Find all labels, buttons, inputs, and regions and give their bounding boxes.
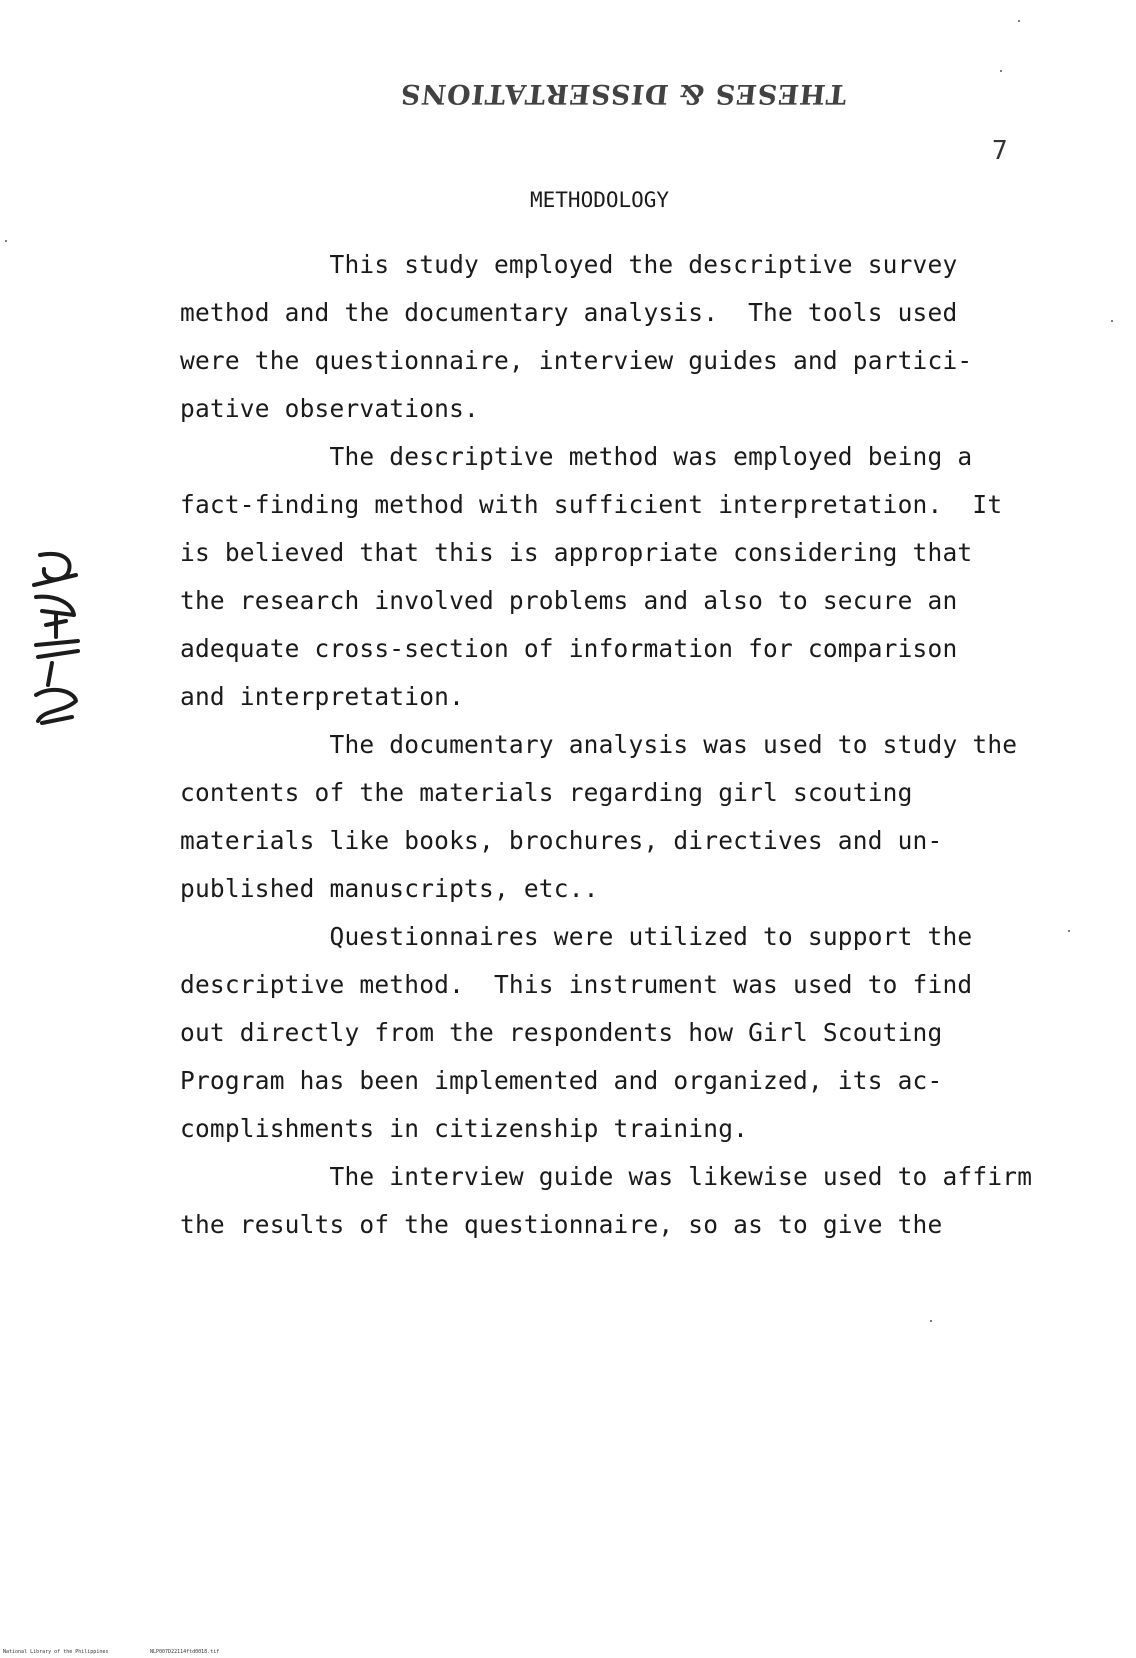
footer-library-label: National Library of the Philippines <box>3 1649 109 1655</box>
text-line: published manuscripts, etc.. <box>180 874 599 903</box>
handwritten-signature <box>22 545 92 735</box>
text-line: The interview guide was likewise used to affirm <box>180 1162 1033 1191</box>
text-line: Program has been implemented and organized, its ac- <box>180 1066 943 1095</box>
text-line: fact-finding method with sufficient interpretation. It <box>180 490 1003 519</box>
text-line: This study employed the descriptive survey <box>180 250 958 279</box>
text-line: contents of the materials regarding girl scouting <box>180 778 913 807</box>
text-line: the results of the questionnaire, so as to give the <box>180 1210 943 1239</box>
scan-speck <box>1111 320 1113 322</box>
text-line: and interpretation. <box>180 682 465 711</box>
scan-speck <box>1018 20 1020 22</box>
text-line: out directly from the respondents how Girl Scouting <box>180 1018 943 1047</box>
text-line: adequate cross-section of information for comparison <box>180 634 958 663</box>
text-line: materials like books, brochures, directives and un- <box>180 826 943 855</box>
scan-speck <box>5 240 7 242</box>
section-heading: METHODOLOGY <box>530 188 670 212</box>
text-line: complishments in citizenship training. <box>180 1114 749 1143</box>
theses-stamp: THESES & DISSERTATIONS <box>398 78 849 109</box>
text-line: The documentary analysis was used to study the <box>180 730 1018 759</box>
text-line: the research involved problems and also to secure an <box>180 586 958 615</box>
text-line: descriptive method. This instrument was used to find <box>180 970 973 999</box>
footer-file-label: NLP007D22114ftd0018.tif <box>150 1649 220 1655</box>
scan-speck <box>1000 70 1002 72</box>
scan-speck <box>1068 930 1070 932</box>
text-line: pative observations. <box>180 394 480 423</box>
page-number: 7 <box>992 136 1008 166</box>
text-line: method and the documentary analysis. The tools used <box>180 298 958 327</box>
text-line: The descriptive method was employed being a <box>180 442 973 471</box>
text-line: were the questionnaire, interview guides and partici- <box>180 346 973 375</box>
text-line: is believed that this is appropriate considering that <box>180 538 973 567</box>
scan-speck <box>930 1320 932 1322</box>
text-line: Questionnaires were utilized to support the <box>180 922 973 951</box>
